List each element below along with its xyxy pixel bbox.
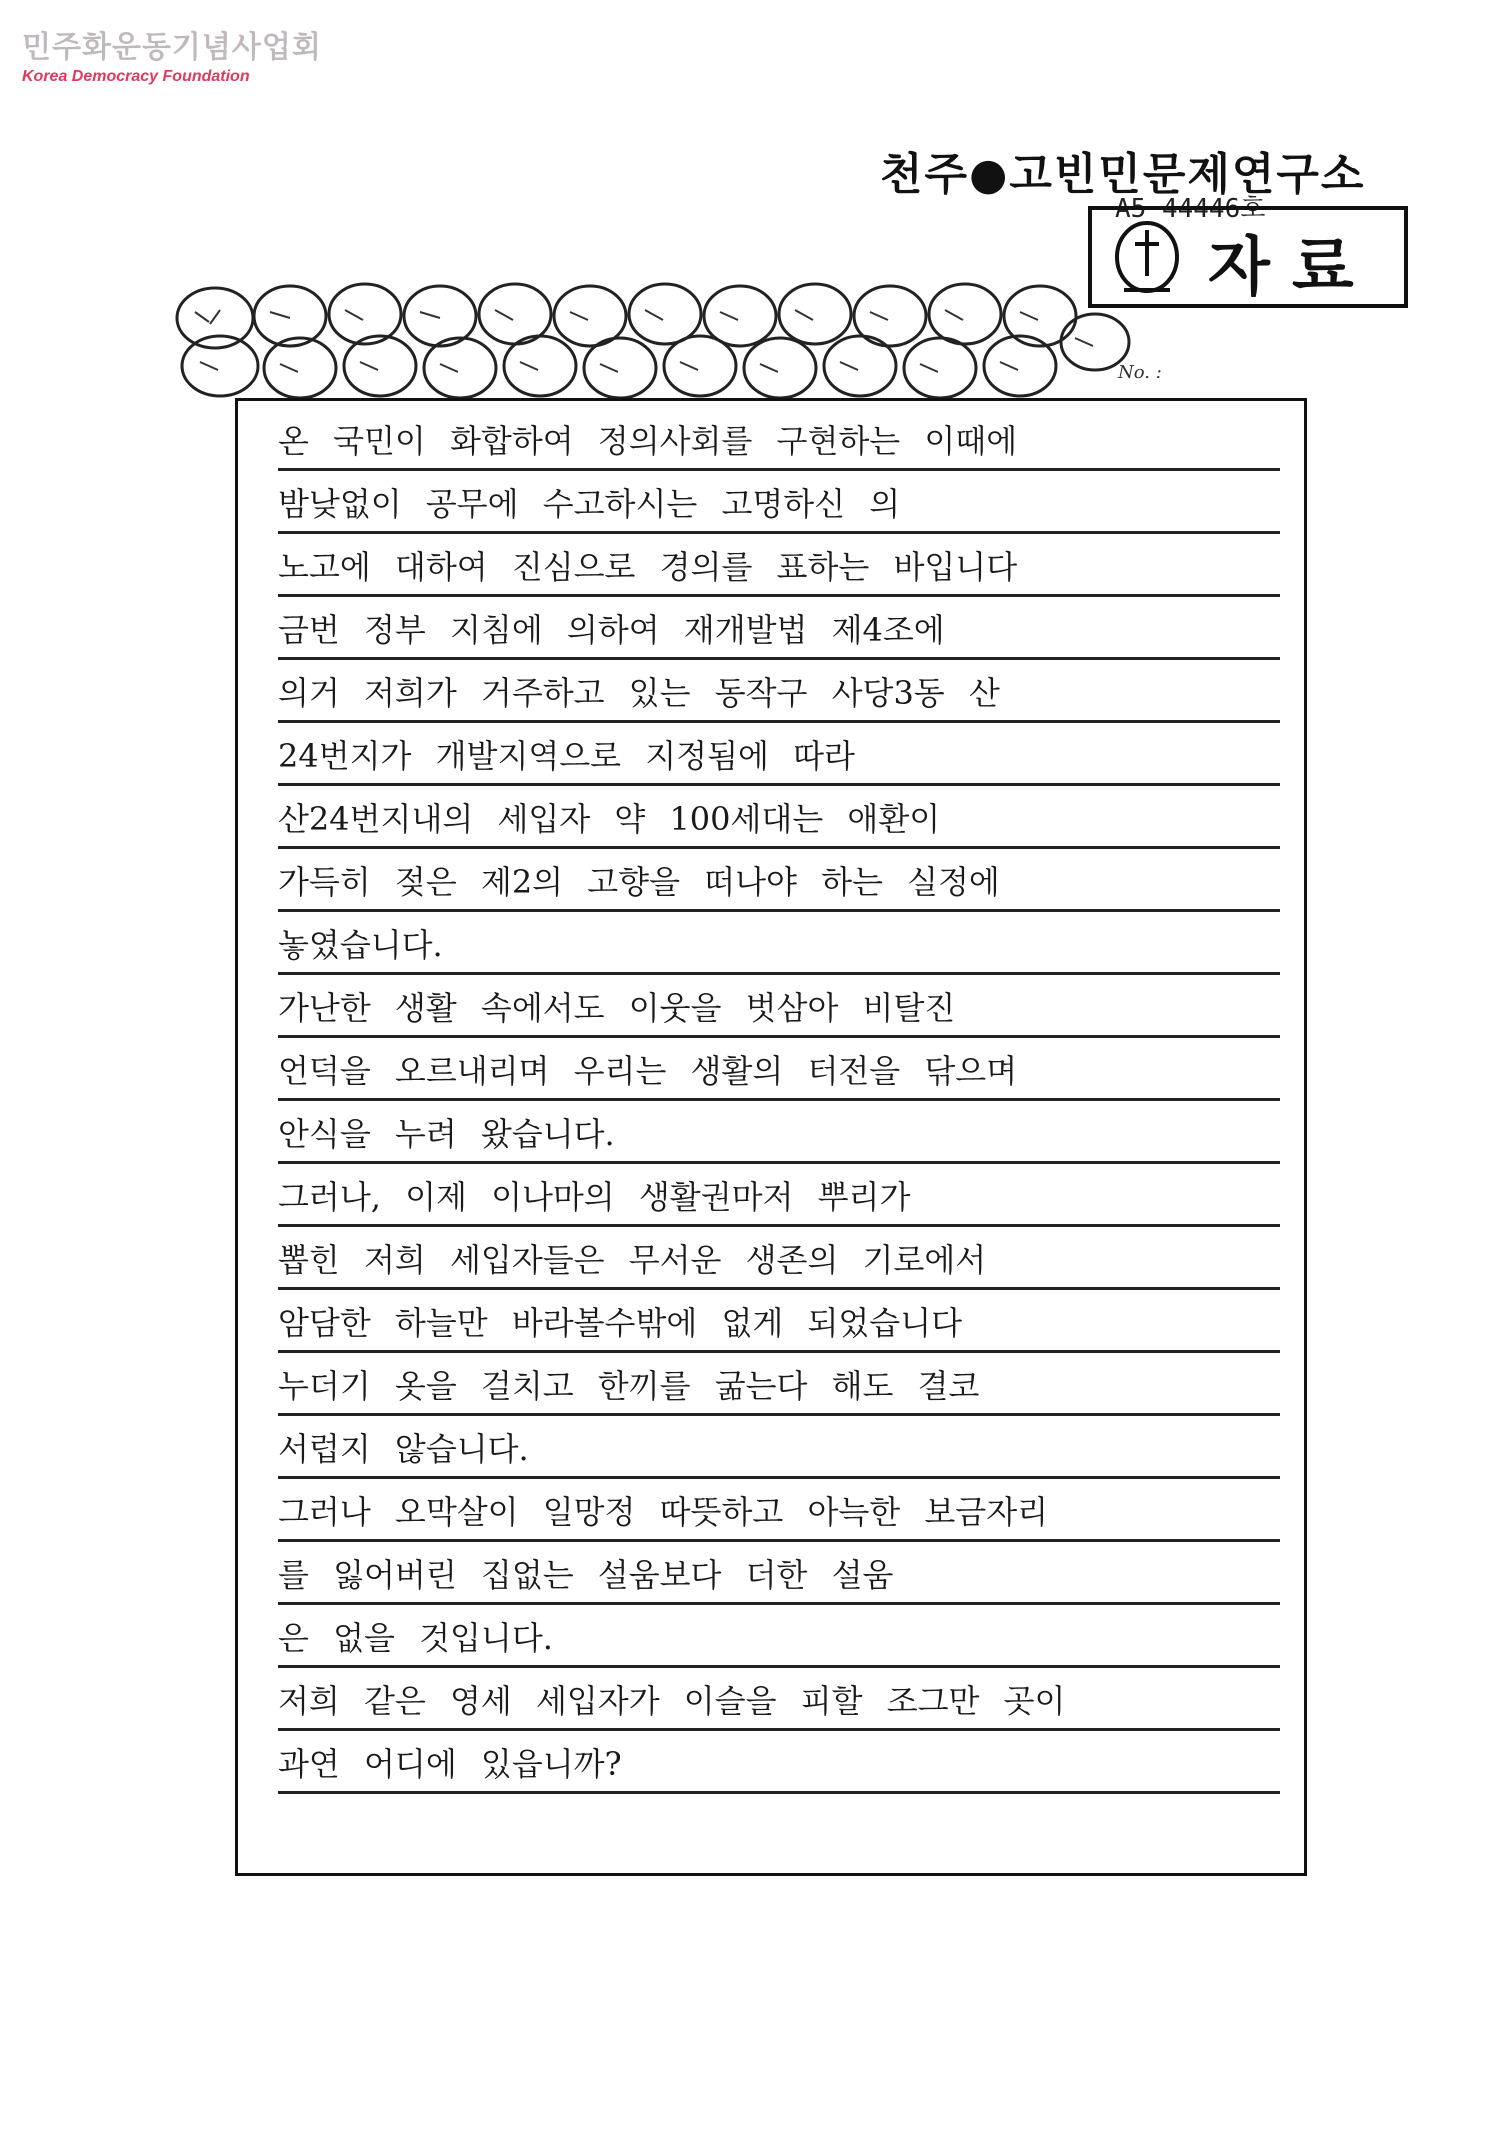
letter-line: 가난한 생활 속에서도 이웃을 벗삼아 비탈진 bbox=[278, 978, 1280, 1038]
letter-line: 의거 저희가 거주하고 있는 동작구 사당3동 산 bbox=[278, 663, 1280, 723]
letter-line: 가득히 젖은 제2의 고향을 떠나야 하는 실정에 bbox=[278, 852, 1280, 912]
seal-stamp bbox=[744, 338, 816, 398]
letter-line: 안식을 누려 왔습니다. bbox=[278, 1104, 1280, 1164]
letter-line: 은 없을 것입니다. bbox=[278, 1608, 1280, 1668]
seal-stamp bbox=[904, 338, 976, 398]
seal-stamp bbox=[629, 284, 701, 344]
seal-stamp bbox=[779, 284, 851, 344]
letter-line: 암담한 하늘만 바라볼수밖에 없게 되었습니다 bbox=[278, 1293, 1280, 1353]
seal-stamp bbox=[424, 338, 496, 398]
signature-seals bbox=[175, 282, 1135, 402]
foundation-watermark bbox=[22, 22, 322, 86]
archive-number: A5 44446호 bbox=[1115, 194, 1266, 224]
seal-stamp bbox=[929, 284, 1001, 344]
seal-stamp bbox=[264, 338, 336, 398]
seal-stamp bbox=[664, 336, 736, 396]
letter-line: 24번지가 개발지역으로 지정됨에 따라 bbox=[278, 726, 1280, 786]
seal-stamp bbox=[182, 336, 258, 396]
institute-title: 천주●고빈민문제연구소 bbox=[880, 149, 1366, 200]
archive-stamp bbox=[1088, 206, 1408, 308]
letter-line: 를 잃어버린 집없는 설움보다 더한 설움 bbox=[278, 1545, 1280, 1605]
lined-letter-sheet bbox=[235, 398, 1307, 1876]
seal-stamp bbox=[504, 336, 576, 396]
seal-stamp bbox=[254, 286, 326, 346]
letter-line: 그러나, 이제 이나마의 생활권마저 뿌리가 bbox=[278, 1167, 1280, 1227]
seal-stamp bbox=[584, 338, 656, 398]
watermark-korean: 민주화운동기념사업회 bbox=[22, 30, 322, 65]
letter-line: 노고에 대하여 진심으로 경의를 표하는 바입니다 bbox=[278, 537, 1280, 597]
letter-line: 놓였습니다. bbox=[278, 915, 1280, 975]
letter-line: 서럽지 않습니다. bbox=[278, 1419, 1280, 1479]
seal-stamp bbox=[984, 336, 1056, 396]
letter-line: 온 국민이 화합하여 정의사회를 구현하는 이때에 bbox=[278, 411, 1280, 471]
watermark-english: Korea Democracy Foundation bbox=[22, 68, 250, 85]
letter-line: 언덕을 오르내리며 우리는 생활의 터전을 닦으며 bbox=[278, 1041, 1280, 1101]
letter-line: 금번 정부 지침에 의하여 재개발법 제4조에 bbox=[278, 600, 1280, 660]
letter-line: 그러나 오막살이 일망정 따뜻하고 아늑한 보금자리 bbox=[278, 1482, 1280, 1542]
page-number-mark: No. : bbox=[1118, 362, 1162, 383]
letter-line: 과연 어디에 있읍니까? bbox=[278, 1734, 1280, 1794]
stamp-label: 자료 bbox=[1208, 230, 1376, 305]
letter-line: 산24번지내의 세입자 약 100세대는 애환이 bbox=[278, 789, 1280, 849]
letter-line: 뽑힌 저희 세입자들은 무서운 생존의 기로에서 bbox=[278, 1230, 1280, 1290]
letter-line: 저희 같은 영세 세입자가 이슬을 피할 조그만 곳이 bbox=[278, 1671, 1280, 1731]
seal-stamp bbox=[329, 284, 401, 344]
seal-stamp bbox=[344, 336, 416, 396]
letter-line: 누더기 옷을 걸치고 한끼를 굶는다 해도 결코 bbox=[278, 1356, 1280, 1416]
letter-line: 밤낮없이 공무에 수고하시는 고명하신 의 bbox=[278, 474, 1280, 534]
seal-stamp bbox=[824, 336, 896, 396]
